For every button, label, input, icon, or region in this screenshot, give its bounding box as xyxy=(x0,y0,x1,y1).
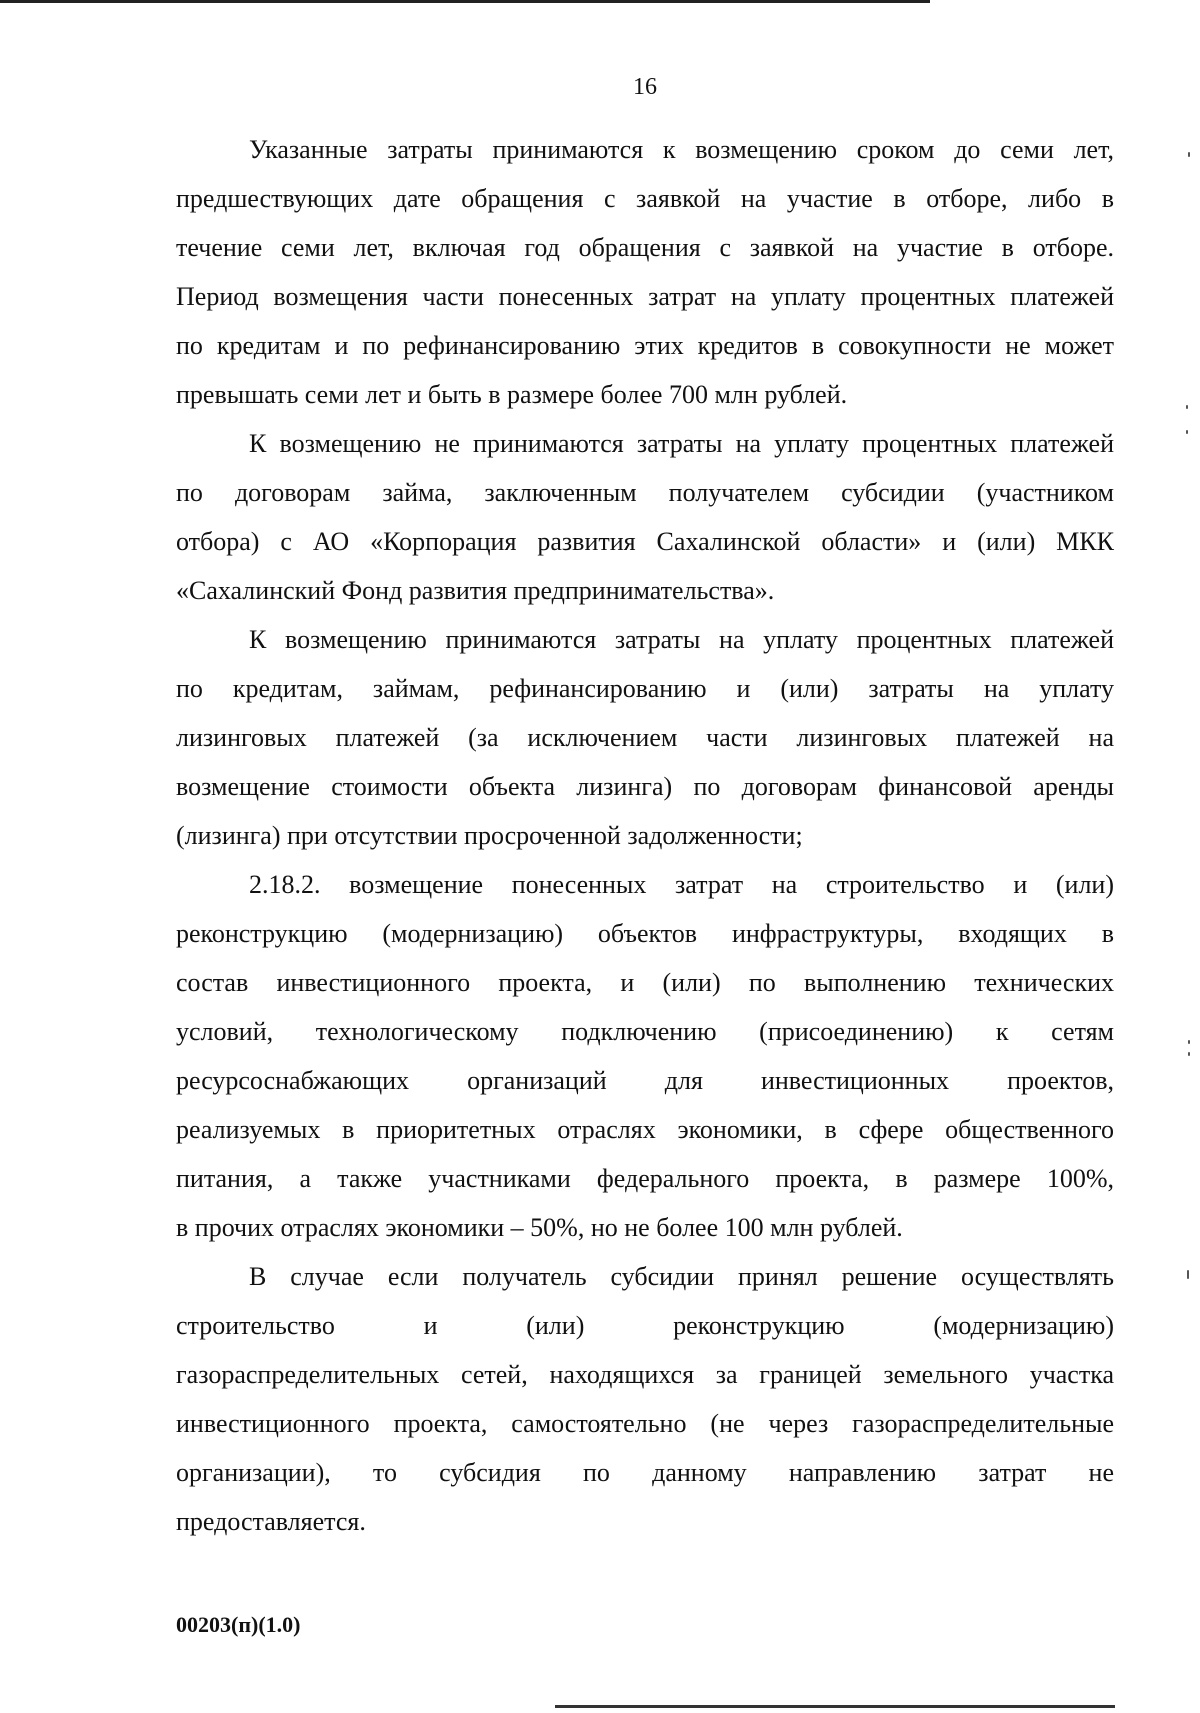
top-scan-border xyxy=(0,0,930,3)
text-line: по договорам займа, заключенным получателем субсидии (участником xyxy=(176,478,1114,507)
text-line: в прочих отраслях экономики – 50%, но не более 100 млн рублей. xyxy=(176,1213,903,1242)
text-line: организации), то субсидия по данному направлению затрат не xyxy=(176,1458,1114,1487)
document-code: 00203(п)(1.0) xyxy=(176,1612,301,1637)
paragraph-1 xyxy=(176,125,1114,419)
bottom-scan-border xyxy=(555,1705,1115,1708)
text-line: «Сахалинский Фонд развития предпринимательства». xyxy=(176,576,775,605)
text-line: по кредитам, займам, рефинансированию и (или) затраты на уплату xyxy=(176,674,1114,703)
text-line: питания, а также участниками федерального проекта, в размере 100%, xyxy=(176,1164,1114,1193)
text-line: инвестиционного проекта, самостоятельно (не через газораспределительные xyxy=(176,1409,1114,1438)
text-line: В случае если получатель субсидии принял решение осуществлять xyxy=(249,1262,1114,1291)
text-line: реконструкцию (модернизацию) объектов инфраструктуры, входящих в xyxy=(176,919,1114,948)
scan-speck xyxy=(1186,405,1188,409)
paragraph-3 xyxy=(176,615,1114,860)
text-line: течение семи лет, включая год обращения с заявкой на участие в отборе. xyxy=(176,233,1114,262)
text-line: возмещение стоимости объекта лизинга) по договорам финансовой аренды xyxy=(176,772,1114,801)
text-line: условий, технологическому подключению (присоединению) к сетям xyxy=(176,1017,1114,1046)
paragraph-2 xyxy=(176,419,1114,615)
scan-speck xyxy=(1188,1052,1190,1056)
page-number: 16 xyxy=(633,74,657,100)
scan-speck xyxy=(1188,152,1190,157)
text-line: газораспределительных сетей, находящихся за границей земельного участка xyxy=(176,1360,1114,1389)
text-line: предшествующих дате обращения с заявкой на участие в отборе, либо в xyxy=(176,184,1114,213)
scan-speck xyxy=(1187,1270,1189,1279)
scan-speck xyxy=(1186,430,1188,434)
paragraph-4 xyxy=(176,860,1114,1252)
text-line: Указанные затраты принимаются к возмещению сроком до семи лет, xyxy=(249,135,1114,164)
text-line: реализуемых в приоритетных отраслях экономики, в сфере общественного xyxy=(176,1115,1114,1144)
text-line: 2.18.2. возмещение понесенных затрат на строительство и (или) xyxy=(249,870,1114,899)
text-line: по кредитам и по рефинансированию этих кредитов в совокупности не может xyxy=(176,331,1114,360)
scan-speck xyxy=(1188,1040,1190,1044)
text-line: К возмещению не принимаются затраты на уплату процентных платежей xyxy=(249,429,1114,458)
text-line: отбора) с АО «Корпорация развития Сахалинской области» и (или) МКК xyxy=(176,527,1114,556)
text-line: предоставляется. xyxy=(176,1507,366,1536)
text-line: (лизинга) при отсутствии просроченной задолженности; xyxy=(176,821,803,850)
text-line: Период возмещения части понесенных затрат на уплату процентных платежей xyxy=(176,282,1114,311)
text-line: строительство и (или) реконструкцию (модернизацию) xyxy=(176,1311,1114,1340)
text-line: состав инвестиционного проекта, и (или) по выполнению технических xyxy=(176,968,1114,997)
text-line: лизинговых платежей (за исключением части лизинговых платежей на xyxy=(176,723,1114,752)
text-line: ресурсоснабжающих организаций для инвестиционных проектов, xyxy=(176,1066,1114,1095)
document-body xyxy=(176,125,1114,1546)
text-line: К возмещению принимаются затраты на уплату процентных платежей xyxy=(249,625,1114,654)
text-line: превышать семи лет и быть в размере более 700 млн рублей. xyxy=(176,380,848,409)
paragraph-5 xyxy=(176,1252,1114,1546)
